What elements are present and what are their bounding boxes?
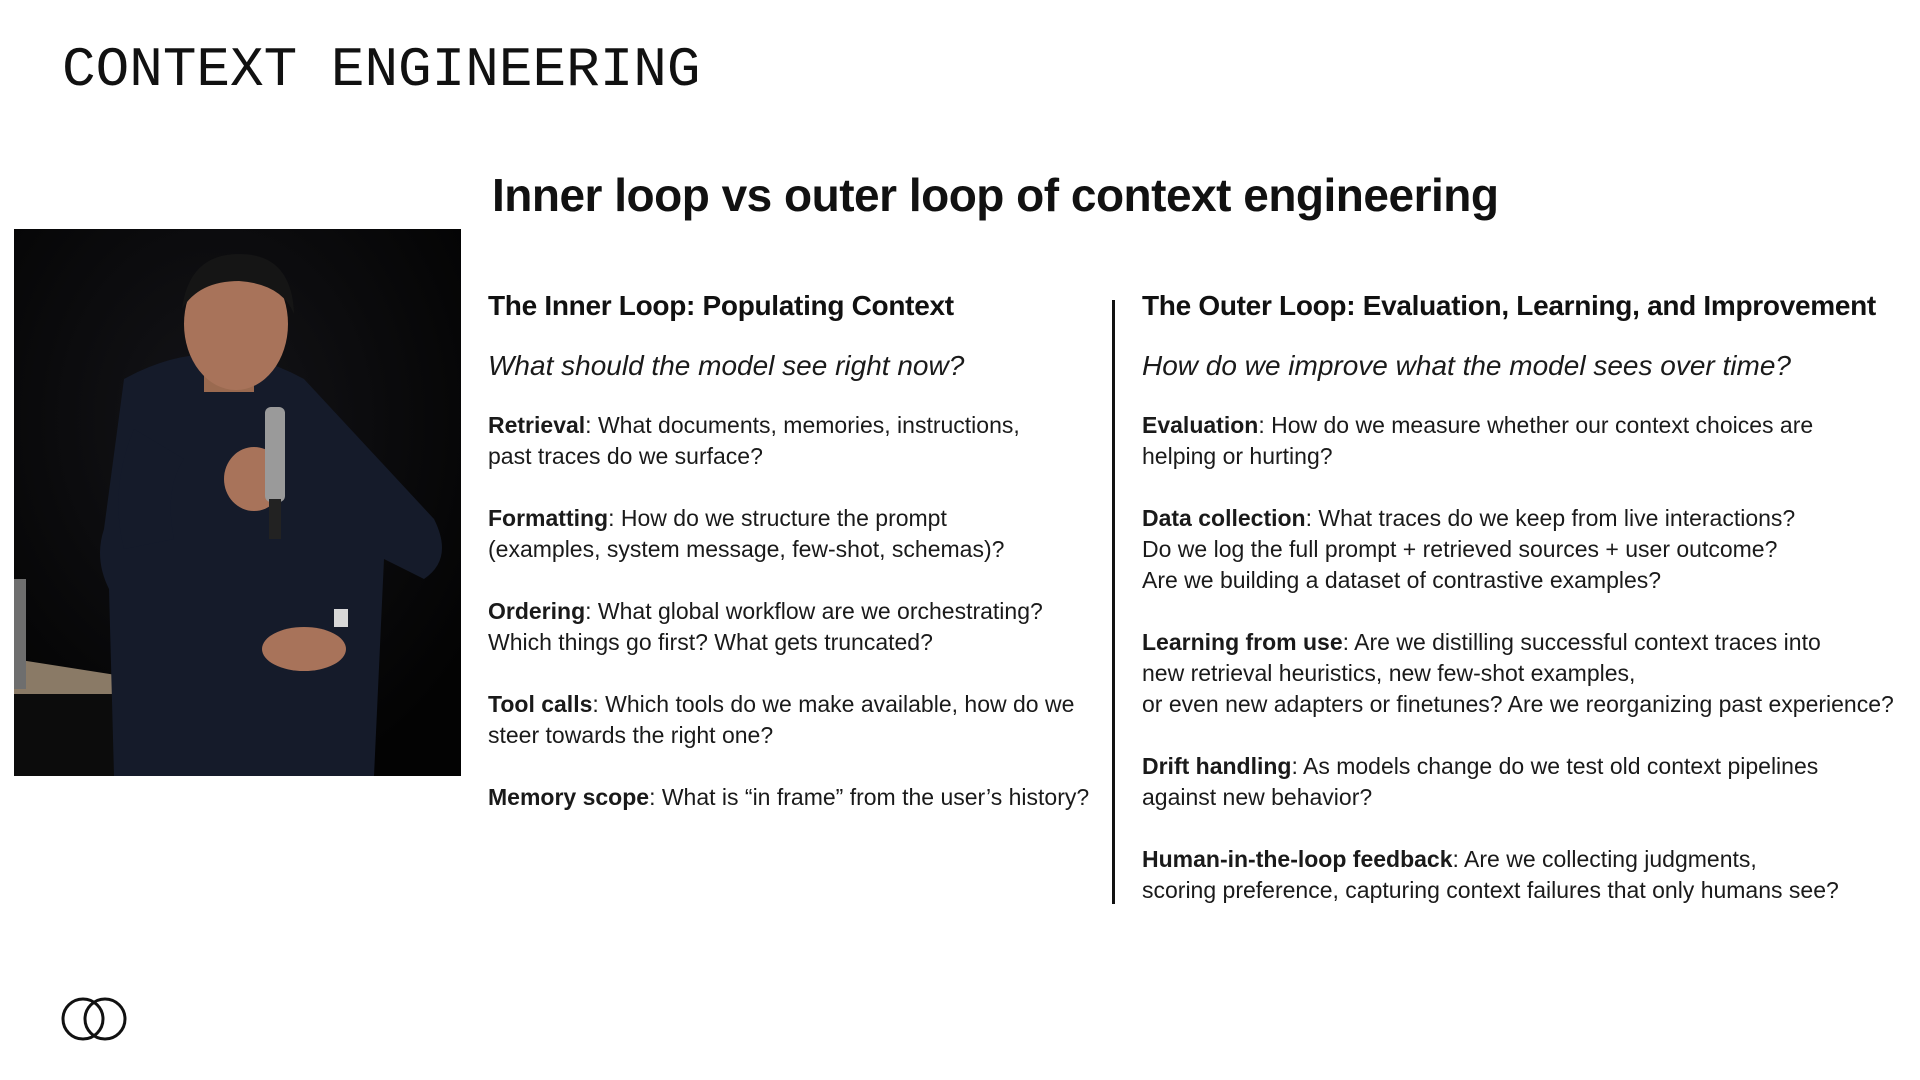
column-divider	[1112, 300, 1115, 904]
item-text: Do we log the full prompt + retrieved sources + user outcome?	[1142, 536, 1778, 562]
item-text: helping or hurting?	[1142, 443, 1333, 469]
item-term: Ordering	[488, 598, 586, 624]
inner-item-formatting	[488, 503, 1108, 565]
item-text: (examples, system message, few-shot, schemas)?	[488, 536, 1005, 562]
item-text: : What traces do we keep from live interactions?	[1305, 505, 1796, 531]
item-term: Learning from use	[1142, 629, 1343, 655]
outer-item-evaluation	[1142, 410, 1920, 472]
outer-item-data-collection	[1142, 503, 1920, 596]
item-text: against new behavior?	[1142, 784, 1373, 810]
outer-loop-column	[1142, 290, 1920, 937]
item-term: Data collection	[1142, 505, 1306, 531]
item-term: Evaluation	[1142, 412, 1259, 438]
item-text: : What documents, memories, instructions,	[585, 412, 1020, 438]
item-text: : Are we distilling successful context traces into	[1342, 629, 1821, 655]
interlocking-circles-logo-icon	[60, 996, 128, 1042]
inner-loop-question: What should the model see right now?	[488, 350, 965, 381]
item-term: Tool calls	[488, 691, 593, 717]
item-term: Human-in-the-loop feedback	[1142, 846, 1453, 872]
item-text: : How do we structure the prompt	[608, 505, 947, 531]
inner-loop-column	[488, 290, 1108, 844]
item-text: : What global workflow are we orchestrating?	[585, 598, 1043, 624]
outer-item-learning-from-use	[1142, 627, 1920, 720]
item-text: past traces do we surface?	[488, 443, 763, 469]
item-text: : What is “in frame” from the user’s history?	[649, 784, 1090, 810]
speaker-figure	[14, 229, 461, 776]
inner-loop-title: The Inner Loop: Populating Context	[488, 290, 954, 321]
slide-heading: Inner loop vs outer loop of context engineering	[492, 169, 1499, 221]
inner-item-tool-calls	[488, 689, 1108, 751]
deck-title: CONTEXT ENGINEERING	[62, 38, 701, 102]
item-text: : Are we collecting judgments,	[1452, 846, 1757, 872]
outer-loop-title: The Outer Loop: Evaluation, Learning, and Improvement	[1142, 290, 1876, 321]
item-term: Formatting	[488, 505, 609, 531]
item-term: Drift handling	[1142, 753, 1292, 779]
inner-item-ordering	[488, 596, 1108, 658]
outer-loop-question: How do we improve what the model sees over time?	[1142, 350, 1791, 381]
item-text: or even new adapters or finetunes? Are we reorganizing past experience?	[1142, 691, 1894, 717]
item-text: : Which tools do we make available, how do we	[592, 691, 1075, 717]
item-text: steer towards the right one?	[488, 722, 774, 748]
inner-item-retrieval	[488, 410, 1108, 472]
speaker-video[interactable]	[14, 229, 461, 776]
item-text: Are we building a dataset of contrastive examples?	[1142, 567, 1662, 593]
item-text: Which things go first? What gets truncated?	[488, 629, 933, 655]
item-term: Retrieval	[488, 412, 586, 438]
outer-item-drift-handling	[1142, 751, 1920, 813]
item-term: Memory scope	[488, 784, 650, 810]
item-text: : As models change do we test old context pipelines	[1291, 753, 1819, 779]
item-text: scoring preference, capturing context failures that only humans see?	[1142, 877, 1839, 903]
item-text: : How do we measure whether our context choices are	[1258, 412, 1814, 438]
item-text: new retrieval heuristics, new few-shot examples,	[1142, 660, 1636, 686]
inner-item-memory-scope	[488, 782, 1108, 813]
outer-item-human-feedback	[1142, 844, 1920, 906]
